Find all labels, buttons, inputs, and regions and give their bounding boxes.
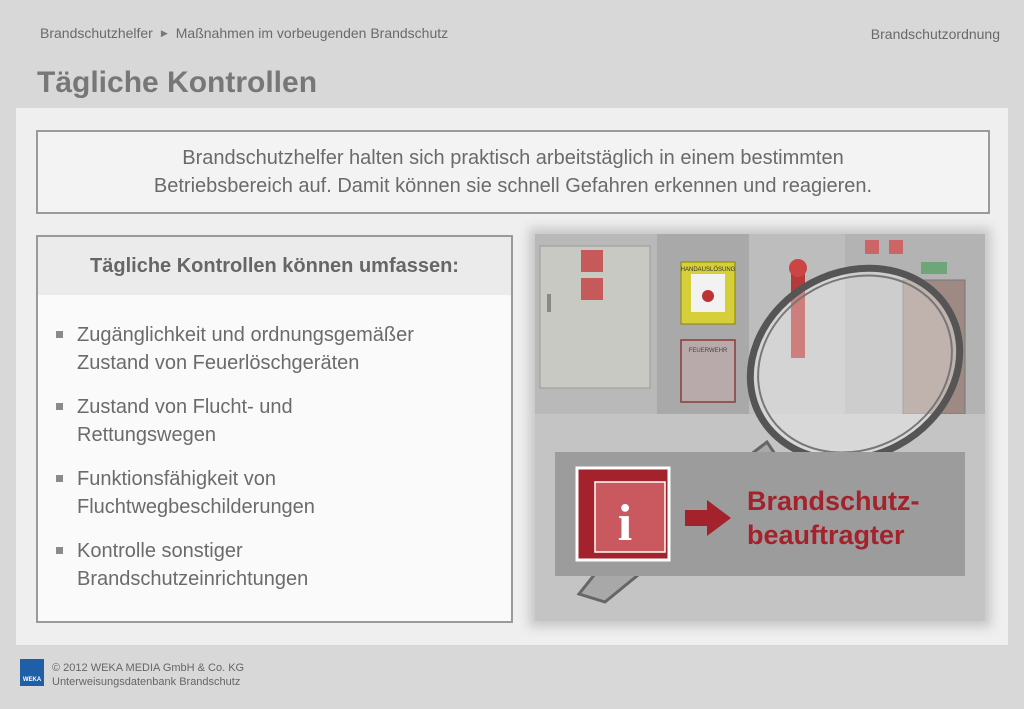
wall-sign bbox=[865, 240, 879, 254]
weka-logo-text: WEKA bbox=[22, 677, 42, 683]
illustration-svg bbox=[535, 234, 985, 621]
bullet-icon bbox=[56, 475, 63, 482]
breadcrumb-separator-icon: ▶ bbox=[160, 27, 168, 38]
breadcrumb-item-brandschutzhelfer[interactable]: Brandschutzhelfer bbox=[40, 25, 153, 41]
intro-text bbox=[154, 144, 872, 200]
controls-heading: Tägliche Kontrollen können umfassen: bbox=[38, 237, 511, 295]
list-item-line-1: Kontrolle sonstiger bbox=[77, 540, 243, 562]
page-title: Tägliche Kontrollen bbox=[37, 66, 318, 99]
exit-sign bbox=[921, 262, 947, 274]
list-item-text bbox=[77, 465, 315, 521]
section-name: Brandschutzordnung bbox=[870, 26, 1000, 42]
hydrant-sign bbox=[581, 250, 603, 272]
controls-list bbox=[38, 295, 511, 593]
list-item bbox=[56, 537, 493, 593]
bullet-icon bbox=[56, 331, 63, 338]
list-item bbox=[56, 465, 493, 521]
list-item-text bbox=[77, 537, 308, 593]
weka-logo bbox=[20, 659, 44, 686]
call-point-text: HANDAUSLÖSUNG bbox=[680, 267, 736, 273]
intro-line-2: Betriebsbereich auf. Damit können sie schnell Gefahren erkennen und reagieren. bbox=[153, 175, 873, 197]
list-item-line-1: Zugänglichkeit und ordnungsgemäßer bbox=[77, 324, 414, 346]
slide-content bbox=[16, 108, 1008, 645]
cabinet-handle bbox=[547, 294, 551, 312]
intro-box bbox=[36, 130, 990, 214]
brandschutz-label: Brandschutz- bbox=[747, 486, 920, 516]
list-item-line-1: Funktionsfähigkeit von bbox=[77, 468, 277, 490]
breadcrumb-item-massnahmen[interactable]: Maßnahmen im vorbeugenden Brandschutz bbox=[175, 25, 449, 41]
bullet-icon bbox=[56, 403, 63, 410]
call-point-button bbox=[702, 290, 714, 302]
beauftragter-label: beauftragter bbox=[747, 520, 905, 550]
extinguisher-sign bbox=[581, 278, 603, 300]
hydrant-top bbox=[789, 259, 807, 277]
list-item-line-2: Fluchtwegbeschilderungen bbox=[77, 496, 315, 518]
copyright bbox=[52, 661, 244, 689]
illustration bbox=[535, 234, 985, 621]
wall-sign-2 bbox=[889, 240, 903, 254]
controls-box bbox=[36, 235, 513, 623]
breadcrumb bbox=[40, 25, 448, 41]
list-item-line-2: Rettungswegen bbox=[77, 424, 216, 446]
list-item-line-1: Zustand von Flucht- und bbox=[77, 396, 293, 418]
copyright-text: © 2012 WEKA MEDIA GmbH & Co. KG bbox=[52, 662, 245, 674]
list-item bbox=[56, 393, 493, 449]
list-item-line-2: Zustand von Feuerlöschgeräten bbox=[77, 352, 360, 374]
intro-line-1: Brandschutzhelfer halten sich praktisch arbeitstäglich in einem bestimmten bbox=[182, 147, 844, 169]
info-icon-glyph: i bbox=[617, 495, 633, 552]
fire-box-text: FEUERWEHR bbox=[688, 348, 728, 354]
bullet-icon bbox=[56, 547, 63, 554]
list-item-line-2: Brandschutzeinrichtungen bbox=[77, 568, 309, 590]
list-item-text bbox=[77, 321, 414, 377]
list-item-text bbox=[77, 393, 293, 449]
list-item bbox=[56, 321, 493, 377]
product-name: Unterweisungsdatenbank Brandschutz bbox=[52, 676, 241, 688]
